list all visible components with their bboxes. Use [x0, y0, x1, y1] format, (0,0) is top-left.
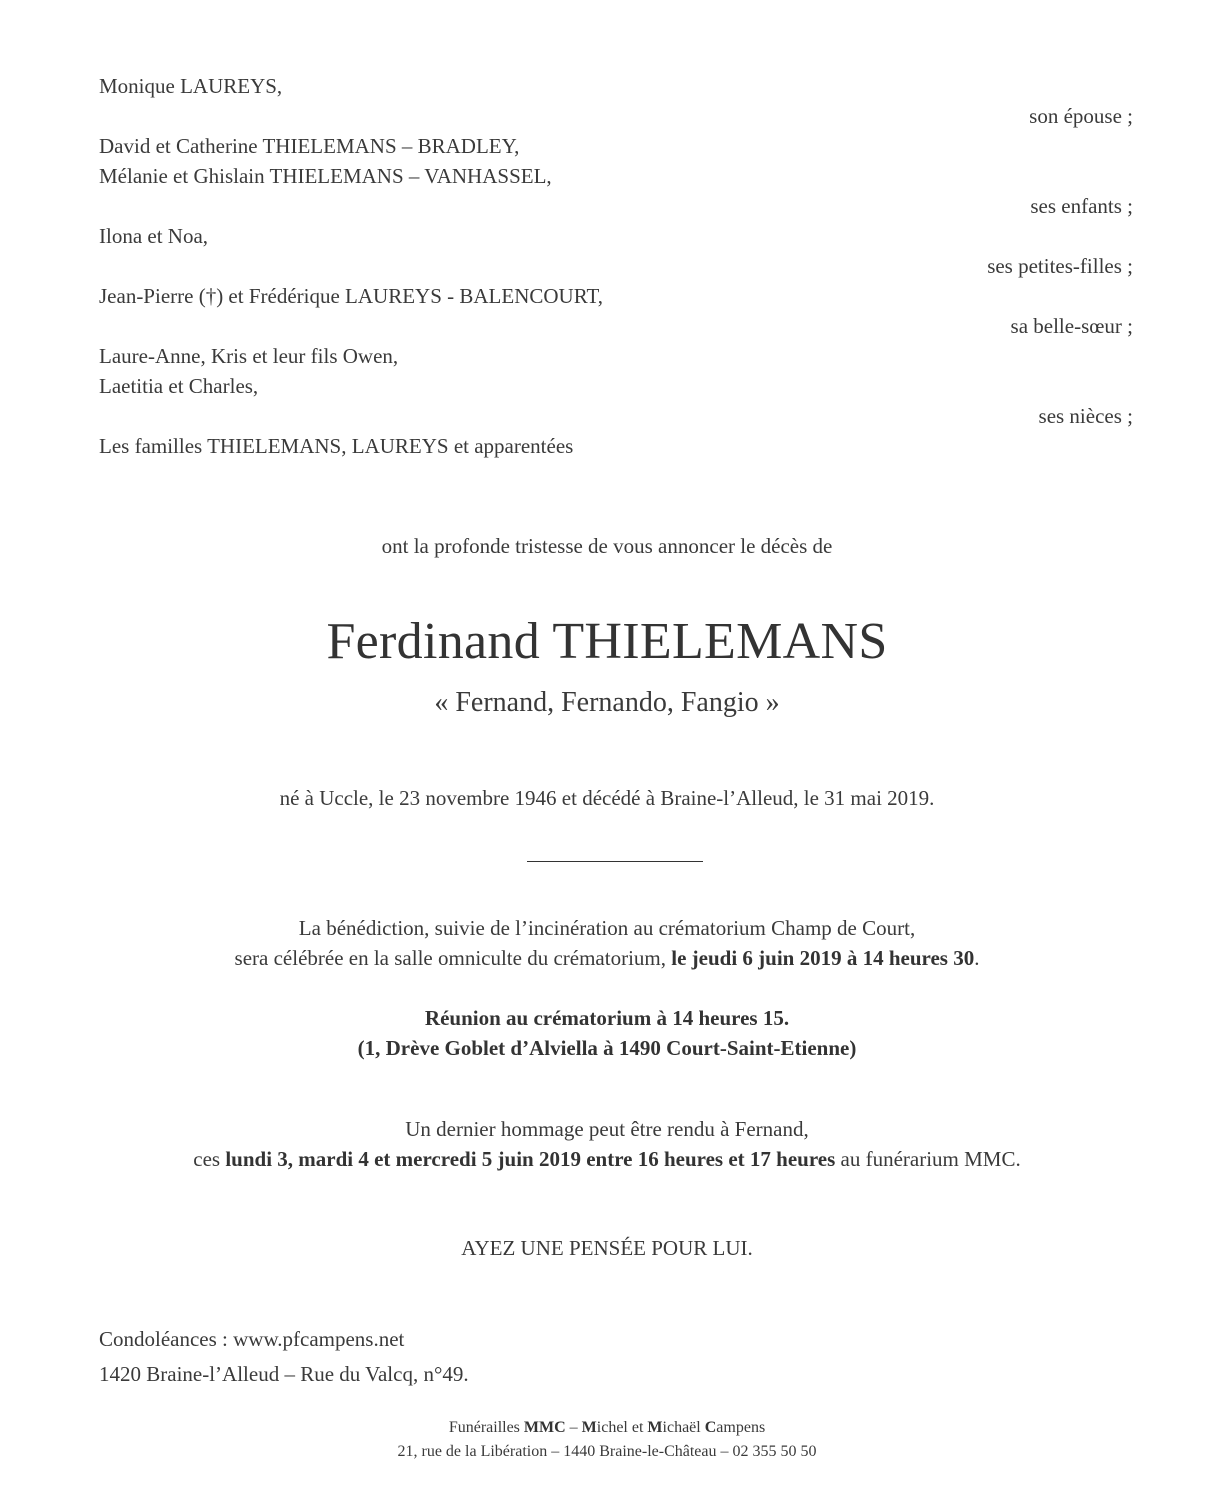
ceremony-line-2: sera célébrée en la salle omniculte du crématorium, le jeudi 6 juin 2019 à 14 heures 30. — [234, 946, 980, 970]
family-address: 1420 Braine-l’Alleud – Rue du Valcq, n°49. — [99, 1362, 469, 1386]
condolences-link[interactable]: Condoléances : www.pfcampens.net — [99, 1327, 405, 1351]
hommage-dates: lundi 3, mardi 4 et mercredi 5 juin 2019 entre 16 heures et 17 heures — [225, 1147, 836, 1171]
family-relation: ses nièces ; — [1038, 404, 1133, 428]
ceremony-date: le jeudi 6 juin 2019 à 14 heures 30 — [671, 946, 975, 970]
family-relation: ses enfants ; — [1030, 194, 1133, 218]
deceased-nickname: « Fernand, Fernando, Fangio » — [434, 687, 780, 718]
hommage-line-1: Un dernier hommage peut être rendu à Fernand, — [405, 1117, 809, 1141]
family-name-line: Laure-Anne, Kris et leur fils Owen, — [99, 344, 399, 368]
footer-company: Funérailles MMC – Michel et Michaël Campens — [448, 1419, 766, 1436]
family-name-line: Jean-Pierre (†) et Frédérique LAUREYS - BALENCOURT, — [99, 284, 603, 308]
meeting-time: Réunion au crématorium à 14 heures 15. — [424, 1006, 790, 1030]
announcement-text: ont la profonde tristesse de vous annoncer le décès de — [381, 534, 833, 558]
family-name-line: David et Catherine THIELEMANS – BRADLEY, — [99, 134, 520, 158]
crematorium-address: (1, Drève Goblet d’Alviella à 1490 Court-Saint-Etienne) — [357, 1036, 857, 1060]
family-relation: ses petites-filles ; — [987, 254, 1133, 278]
family-relation: sa belle-sœur ; — [1010, 314, 1133, 338]
ceremony-line-1: La bénédiction, suivie de l’incinération au crématorium Champ de Court, — [298, 916, 916, 940]
section-divider — [527, 861, 703, 862]
family-name-line: Les familles THIELEMANS, LAUREYS et apparentées — [99, 434, 574, 458]
deceased-name: Ferdinand THIELEMANS — [326, 613, 888, 670]
family-relation: son épouse ; — [1029, 104, 1133, 128]
family-name-line: Ilona et Noa, — [99, 224, 209, 248]
family-name-line: Mélanie et Ghislain THIELEMANS – VANHASSEL, — [99, 164, 552, 188]
family-name-line: Laetitia et Charles, — [99, 374, 259, 398]
closing-text: AYEZ UNE PENSÉE POUR LUI. — [461, 1236, 753, 1260]
hommage-line-2: ces lundi 3, mardi 4 et mercredi 5 juin 2019 entre 16 heures et 17 heures au funérarium MMC. — [193, 1147, 1021, 1171]
footer-address: 21, rue de la Libération – 1440 Braine-le-Château – 02 355 50 50 — [397, 1443, 817, 1460]
family-name-line: Monique LAUREYS, — [99, 74, 283, 98]
birth-death-dates: né à Uccle, le 23 novembre 1946 et décédé à Braine-l’Alleud, le 31 mai 2019. — [279, 786, 935, 810]
